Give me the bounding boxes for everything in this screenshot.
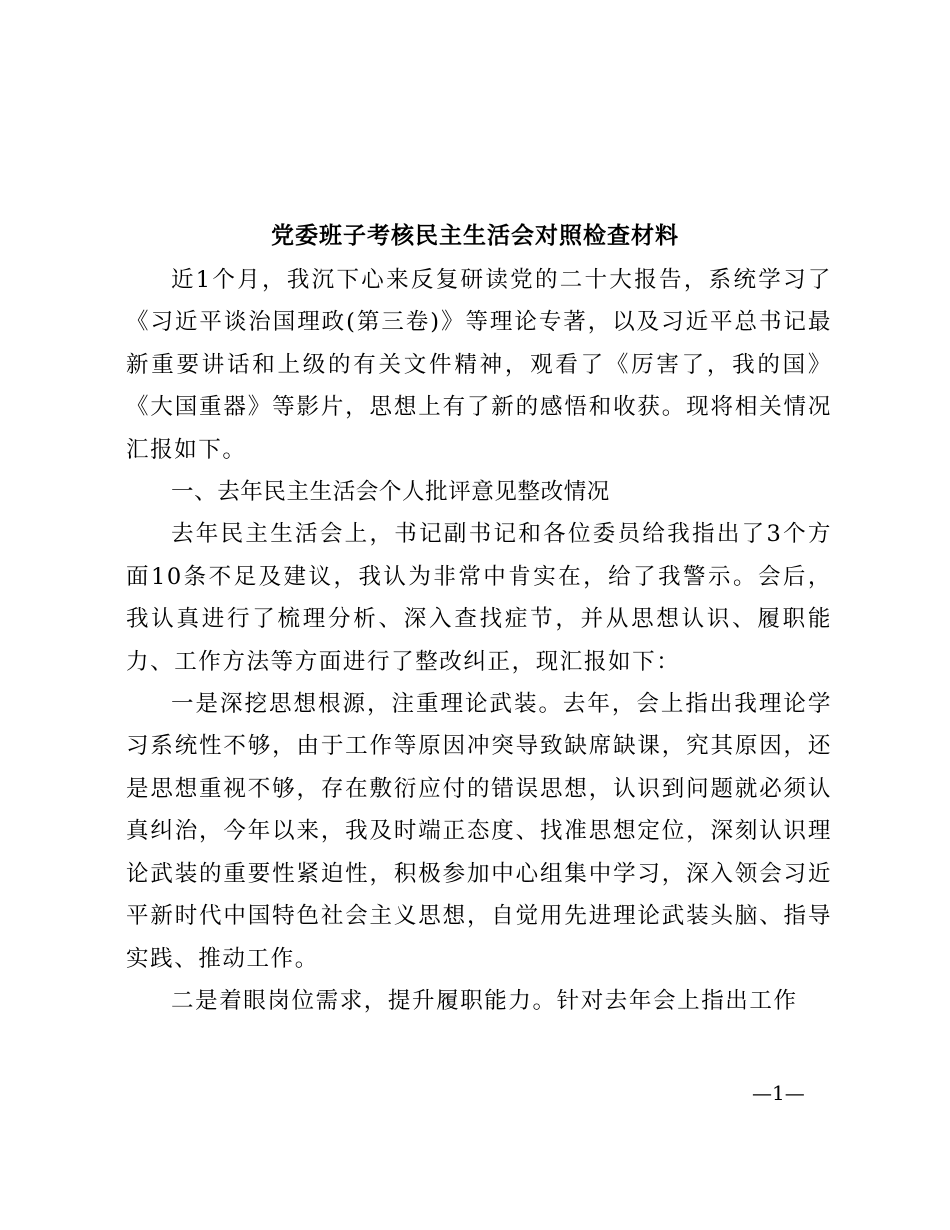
- document-body: [126, 259, 832, 1022]
- point-one-paragraph: 一是深挖思想根源，注重理论武装。去年，会上指出我理论学习系统性不够，由于工作等原因冲突导致缺席缺课，究其原因，还是思想重视不够，存在敷衍应付的错误思想，认识到问题就必须认真纠治，今年以来，我及时端正态度、找准思想定位，深刻认识理论武装的重要性紧迫性，积极参加中心组集中学习，深入领会习近平新时代中国特色社会主义思想，自觉用先进理论武装头脑、指导实践、推动工作。: [126, 691, 832, 972]
- intro-paragraph: 近1个月，我沉下心来反复研读党的二十大报告，系统学习了《习近平谈治国理政(第三卷)》等理论专著，以及习近平总书记最新重要讲话和上级的有关文件精神，观看了《厉害了，我的国》《大国重器》等影片，思想上有了新的感悟和收获。现将相关情况汇报如下。: [126, 267, 832, 463]
- section-heading-1: 一、去年民主生活会个人批评意见整改情况: [171, 479, 610, 506]
- point-two-paragraph: 二是着眼岗位需求，提升履职能力。针对去年会上指出工作: [171, 987, 798, 1014]
- rectification-paragraph: 去年民主生活会上，书记副书记和各位委员给我指出了3个方面10条不足及建议，我认为非常中肯实在，给了我警示。会后，我认真进行了梳理分析、深入查找症节，并从思想认识、履职能力、工作方法等方面进行了整改纠正，现汇报如下：: [126, 521, 832, 675]
- document-title: 党委班子考核民主生活会对照检查材料: [271, 222, 679, 249]
- page-number: —1—: [752, 1081, 805, 1105]
